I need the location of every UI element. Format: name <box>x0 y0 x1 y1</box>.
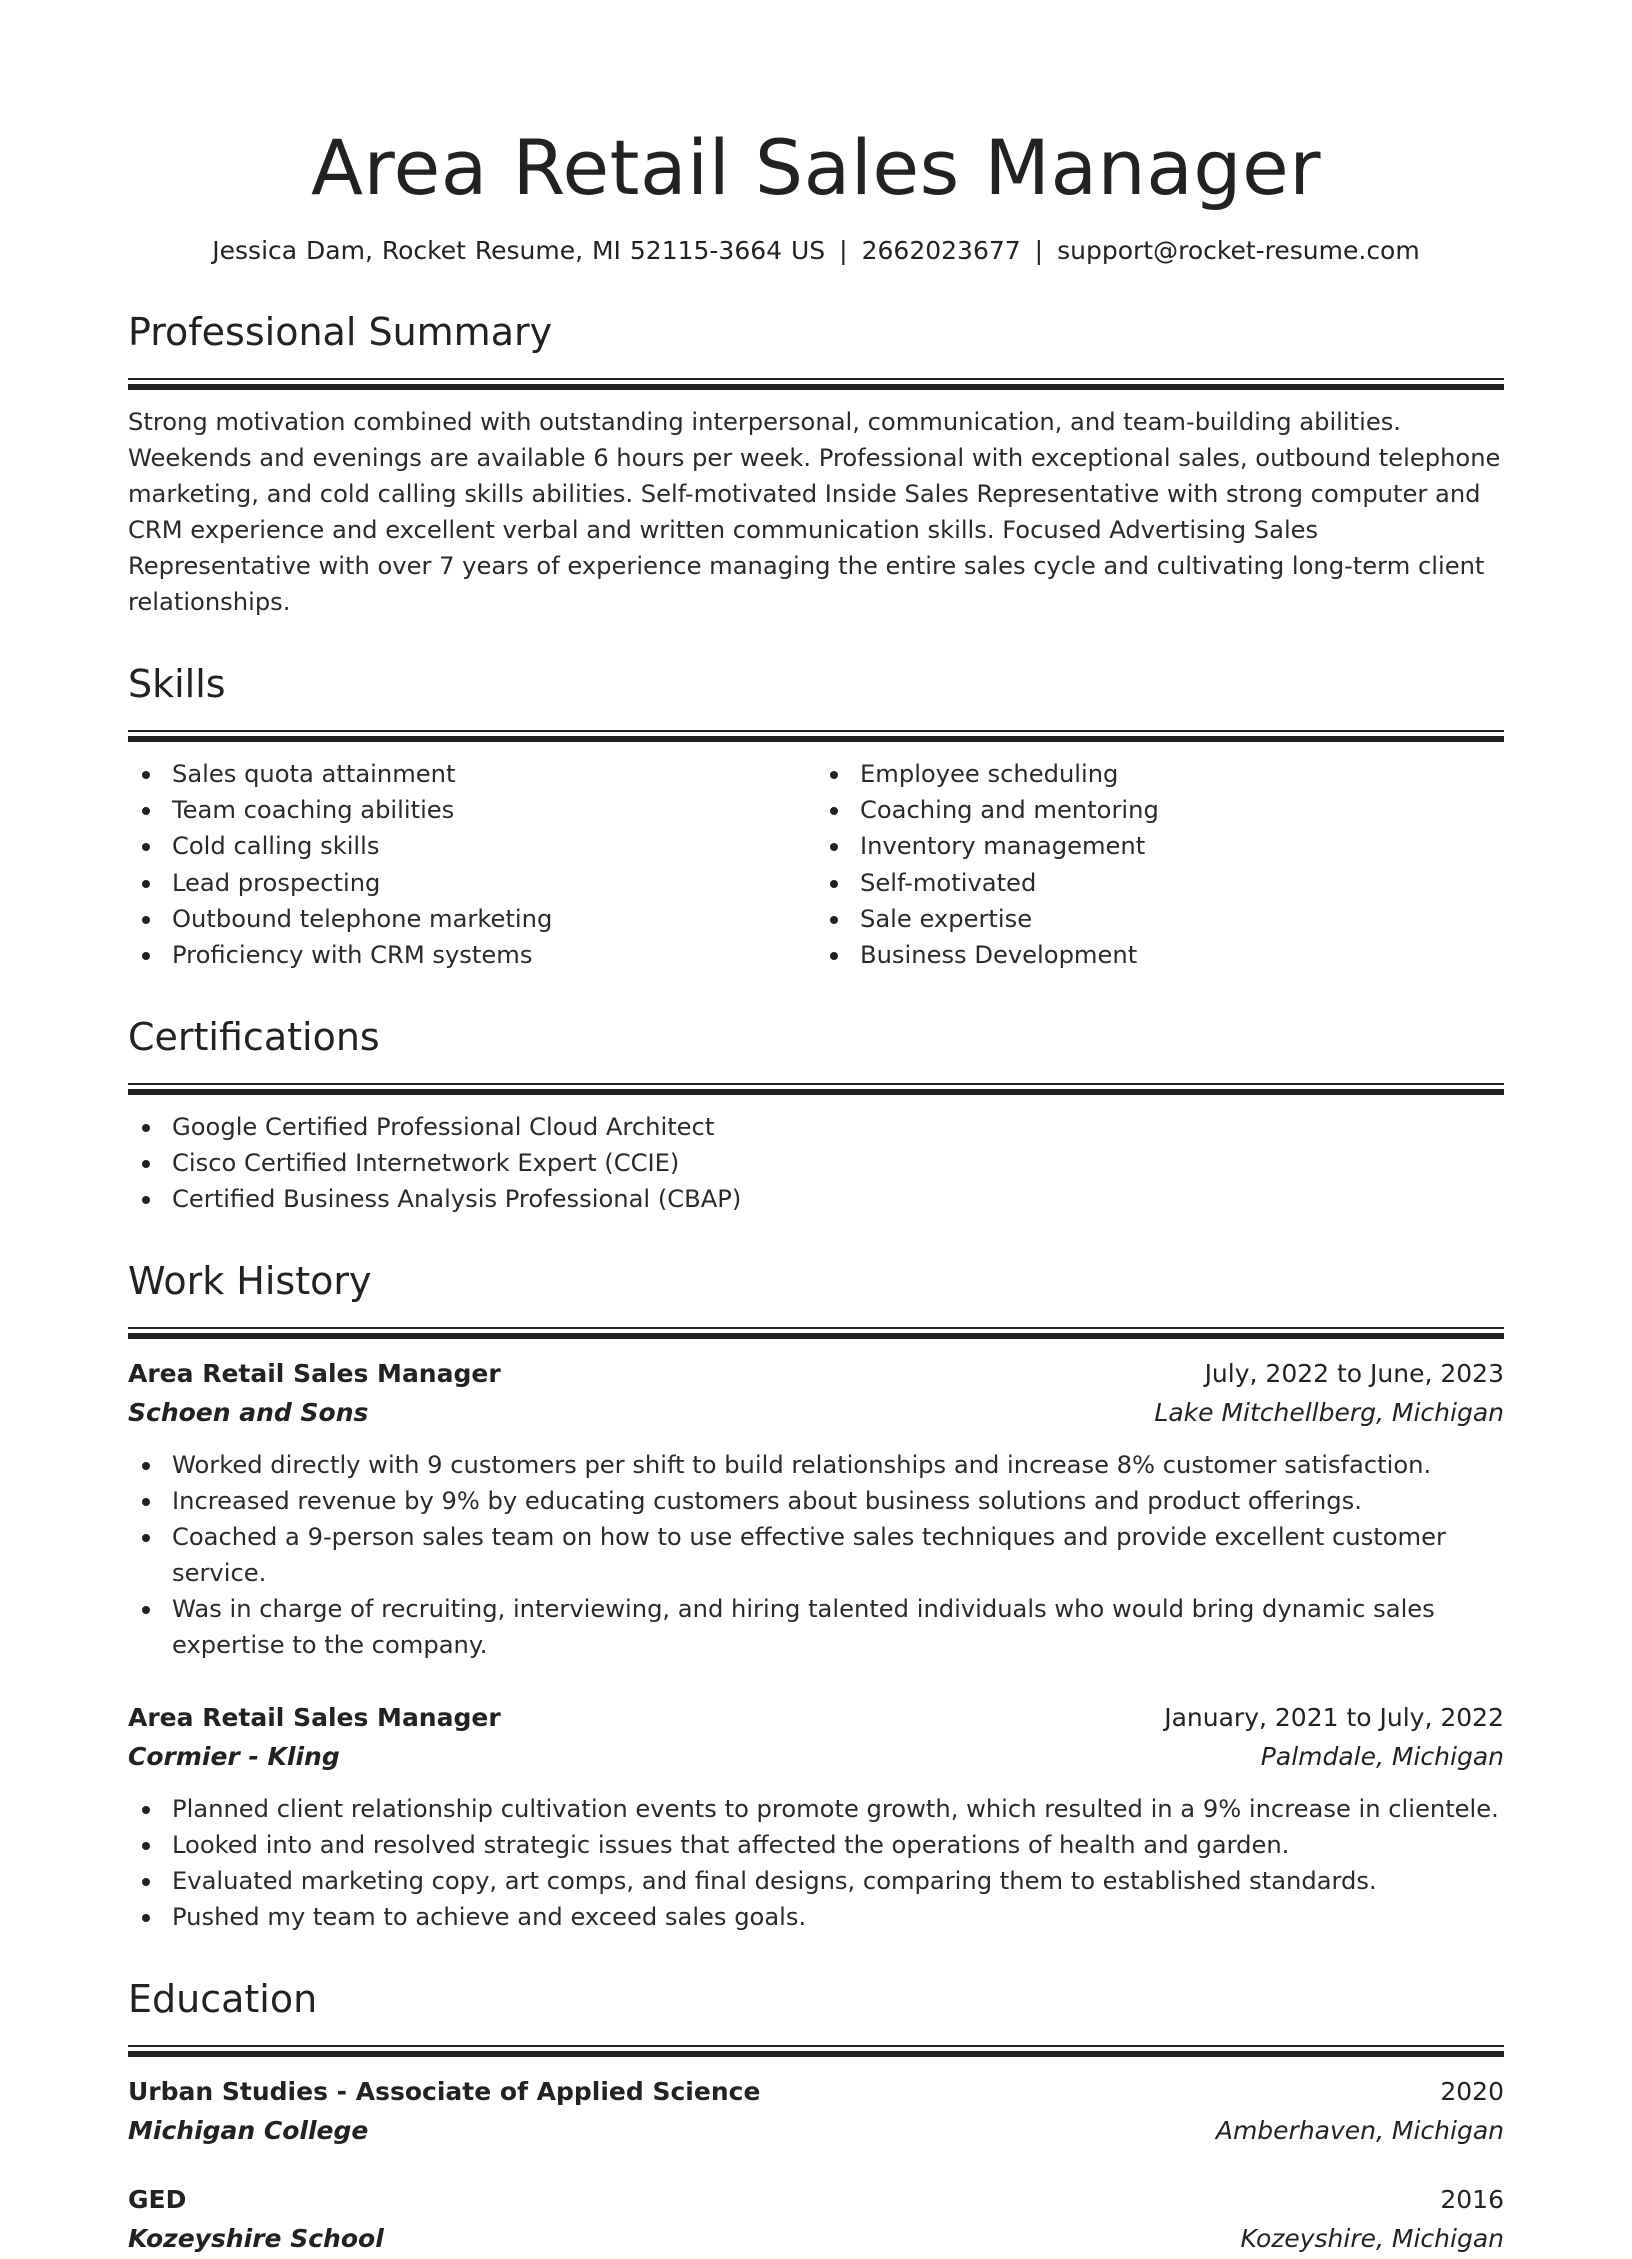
education-year: 2020 <box>1440 2077 1504 2107</box>
section-divider <box>128 1327 1504 1339</box>
job-bullets <box>128 1791 1504 1935</box>
skills-section <box>128 662 1504 973</box>
job-bullet: Planned client relationship cultivation events to promote growth, which resulted in a 9% increase in clientele. <box>128 1791 1504 1827</box>
skill-item: Proficiency with CRM systems <box>128 937 816 973</box>
section-divider <box>128 378 1504 390</box>
skill-item: Inventory management <box>816 828 1504 864</box>
skill-item: Outbound telephone marketing <box>128 901 816 937</box>
education-entry <box>128 2181 1504 2259</box>
section-heading: Skills <box>128 662 226 706</box>
education-degree: GED <box>128 2185 187 2215</box>
job-bullet: Looked into and resolved strategic issues that affected the operations of health and garden. <box>128 1827 1504 1863</box>
job-bullet: Coached a 9-person sales team on how to use effective sales techniques and provide excellent customer service. <box>128 1519 1504 1591</box>
job-entry <box>128 1699 1504 1935</box>
summary-section <box>128 310 1504 620</box>
contact-line <box>128 234 1504 268</box>
job-bullets <box>128 1447 1504 1663</box>
certification-item: Cisco Certified Internetwork Expert (CCIE) <box>128 1145 1504 1181</box>
job-bullet: Evaluated marketing copy, art comps, and final designs, comparing them to established standards. <box>128 1863 1504 1899</box>
job-bullet: Pushed my team to achieve and exceed sales goals. <box>128 1899 1504 1935</box>
job-company: Cormier - Kling <box>128 1742 340 1772</box>
contact-address: Jessica Dam, Rocket Resume, MI 52115-3664 US <box>212 236 826 265</box>
section-divider <box>128 730 1504 742</box>
job-location: Palmdale, Michigan <box>1260 1742 1504 1772</box>
job-bullet: Worked directly with 9 customers per shift to build relationships and increase 8% customer satisfaction. <box>128 1447 1504 1483</box>
certifications-section <box>128 1015 1504 1217</box>
skill-item: Self-motivated <box>816 865 1504 901</box>
job-company-row <box>128 1393 1504 1433</box>
education-location: Amberhaven, Michigan <box>1215 2116 1504 2146</box>
education-school-row <box>128 2219 1504 2259</box>
education-section <box>128 1977 1504 2259</box>
skill-item: Business Development <box>816 937 1504 973</box>
section-heading: Certifications <box>128 1015 380 1060</box>
skill-item: Lead prospecting <box>128 865 816 901</box>
job-dates: January, 2021 to July, 2022 <box>1164 1703 1504 1733</box>
contact-separator: | <box>1034 236 1044 265</box>
section-heading: Education <box>128 1977 318 2022</box>
resume-title: Area Retail Sales Manager <box>310 123 1322 212</box>
education-entry <box>128 2073 1504 2151</box>
skill-item: Sales quota attainment <box>128 756 816 792</box>
education-header-row <box>128 2181 1504 2219</box>
job-title: Area Retail Sales Manager <box>128 1359 501 1389</box>
job-entry <box>128 1355 1504 1663</box>
job-bullet: Increased revenue by 9% by educating customers about business solutions and product offerings. <box>128 1483 1504 1519</box>
contact-phone: 2662023677 <box>861 236 1021 265</box>
work-history-section <box>128 1259 1504 1935</box>
skills-grid <box>128 756 1504 973</box>
education-header-row <box>128 2073 1504 2111</box>
job-bullet: Was in charge of recruiting, interviewing, and hiring talented individuals who would bring dynamic sales expertise to the company. <box>128 1591 1504 1663</box>
section-heading: Work History <box>128 1259 372 1304</box>
education-degree: Urban Studies - Associate of Applied Science <box>128 2077 761 2107</box>
certifications-list <box>128 1109 1504 1217</box>
skill-item: Employee scheduling <box>816 756 1504 792</box>
skill-item: Team coaching abilities <box>128 792 816 828</box>
skills-left-column <box>128 756 816 973</box>
contact-email[interactable]: support@rocket-resume.com <box>1057 236 1420 265</box>
job-company: Schoen and Sons <box>128 1398 369 1428</box>
certification-item: Google Certified Professional Cloud Architect <box>128 1109 1504 1145</box>
section-heading: Professional Summary <box>128 310 553 354</box>
job-location: Lake Mitchellberg, Michigan <box>1154 1398 1504 1428</box>
job-company-row <box>128 1737 1504 1777</box>
education-location: Kozeyshire, Michigan <box>1240 2224 1504 2254</box>
skill-item: Cold calling skills <box>128 828 816 864</box>
skills-right-column <box>816 756 1504 973</box>
job-dates: July, 2022 to June, 2023 <box>1204 1359 1504 1389</box>
contact-separator: | <box>839 236 848 265</box>
summary-text: Strong motivation combined with outstanding interpersonal, communication, and team-building abilities. Weekends and evenings are available 6 hours per week. Professional with exceptional sales, outbound telephone marketing, and cold calling skills abilities. Self-motivated Inside Sales Representative with strong computer and CRM experience and excellent verbal and written communication skills. Focused Advertising Sales Representative with over 7 years of experience managing the entire sales cycle and cultivating long-term client relationships. <box>128 408 1501 616</box>
education-school: Michigan College <box>128 2116 369 2146</box>
job-header-row <box>128 1355 1504 1393</box>
education-year: 2016 <box>1440 2185 1504 2215</box>
job-header-row <box>128 1699 1504 1737</box>
skill-item: Sale expertise <box>816 901 1504 937</box>
education-school: Kozeyshire School <box>128 2224 384 2254</box>
certification-item: Certified Business Analysis Professional (CBAP) <box>128 1181 1504 1217</box>
skill-item: Coaching and mentoring <box>816 792 1504 828</box>
section-divider <box>128 2045 1504 2057</box>
education-school-row <box>128 2111 1504 2151</box>
job-title: Area Retail Sales Manager <box>128 1703 501 1733</box>
section-divider <box>128 1083 1504 1095</box>
